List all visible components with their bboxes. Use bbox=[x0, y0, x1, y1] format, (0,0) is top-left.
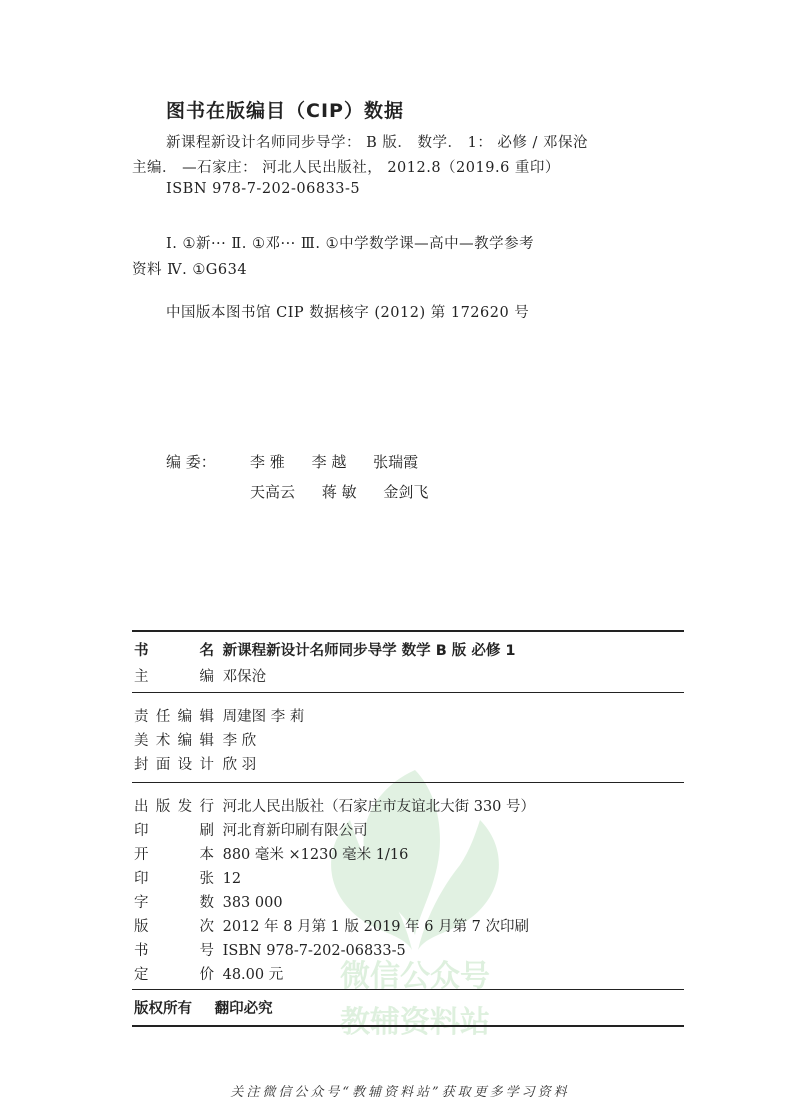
label-publisher: 出版发行 bbox=[134, 799, 214, 815]
no-reprint-notice: 翻印必究 bbox=[214, 1001, 273, 1017]
footer-promo-text: 关注微信公众号“教辅资料站”获取更多学习资料 bbox=[230, 1085, 570, 1100]
value-format: 880 毫米 ×1230 毫米 1/16 bbox=[222, 847, 409, 863]
value-book-name: 新课程新设计名师同步导学 数学 B 版 必修 1 bbox=[222, 643, 516, 659]
divider-3 bbox=[132, 989, 684, 990]
label-word-count: 字 数 bbox=[134, 895, 214, 911]
row-printer bbox=[134, 819, 368, 840]
editorial-board-row-2 bbox=[250, 481, 450, 502]
label-price: 定 价 bbox=[134, 967, 214, 983]
row-sheets bbox=[134, 867, 241, 888]
value-publisher: 河北人民出版社（石家庄市友谊北大街 330 号） bbox=[222, 799, 536, 815]
label-art-editor: 美术编辑 bbox=[134, 733, 214, 749]
value-word-count: 383 000 bbox=[222, 895, 283, 911]
editorial-board-label: 编 委： bbox=[166, 453, 216, 471]
editor-name: 金剑飞 bbox=[383, 483, 429, 501]
cip-record-number: 中国版本图书馆 CIP 数据核字 (2012) 第 172620 号 bbox=[166, 305, 530, 321]
value-printer: 河北育新印刷有限公司 bbox=[222, 823, 368, 839]
cip-classification-2: 资料 Ⅳ. ①G634 bbox=[132, 262, 248, 278]
row-chief-editor bbox=[134, 665, 266, 686]
row-art-editor bbox=[134, 729, 256, 750]
editor-name: 张瑞霞 bbox=[373, 453, 419, 471]
cip-isbn: ISBN 978-7-202-06833-5 bbox=[166, 181, 361, 197]
editor-name: 李 越 bbox=[311, 453, 347, 471]
label-book-name: 书 名 bbox=[134, 643, 214, 659]
label-format: 开 本 bbox=[134, 847, 214, 863]
row-book-name bbox=[134, 639, 516, 660]
label-chief-editor: 主 编 bbox=[134, 669, 214, 685]
editor-name: 天高云 bbox=[250, 483, 296, 501]
cip-classification-1: Ⅰ. ①新··· Ⅱ. ①邓··· Ⅲ. ①中学数学课—高中—教学参考 bbox=[166, 236, 535, 252]
value-responsible-editor: 周建图 李 莉 bbox=[222, 709, 305, 725]
copyright-notice: 版权所有 bbox=[134, 1001, 192, 1017]
editor-name: 蒋 敏 bbox=[321, 483, 357, 501]
watermark-line-1: 微信公众号 bbox=[340, 959, 490, 994]
cip-line-2: 主编． —石家庄： 河北人民出版社， 2012.8（2019.6 重印） bbox=[132, 160, 560, 176]
label-cover-design: 封面设计 bbox=[134, 757, 214, 773]
label-printer: 印 刷 bbox=[134, 823, 214, 839]
value-isbn: ISBN 978-7-202-06833-5 bbox=[222, 943, 406, 959]
row-cover-design bbox=[134, 753, 256, 774]
value-price: 48.00 元 bbox=[222, 967, 284, 983]
watermark-line-2: 教辅资料站 bbox=[340, 1005, 490, 1040]
row-word-count bbox=[134, 891, 283, 912]
label-isbn: 书 号 bbox=[134, 943, 214, 959]
editorial-board-row-1 bbox=[250, 451, 440, 472]
row-isbn bbox=[134, 939, 406, 960]
divider-1 bbox=[132, 692, 684, 693]
label-sheets: 印 张 bbox=[134, 871, 214, 887]
label-responsible-editor: 责任编辑 bbox=[134, 709, 214, 725]
value-sheets: 12 bbox=[222, 871, 242, 887]
label-edition: 版 次 bbox=[134, 919, 214, 935]
divider-2 bbox=[132, 782, 684, 783]
bottom-rule bbox=[132, 1025, 684, 1027]
value-cover-design: 欣 羽 bbox=[222, 757, 257, 773]
row-publisher bbox=[134, 795, 535, 816]
cip-title: 图书在版编目（CIP）数据 bbox=[166, 100, 404, 122]
value-chief-editor: 邓保沧 bbox=[222, 669, 267, 685]
row-price bbox=[134, 963, 283, 984]
row-responsible-editor bbox=[134, 705, 304, 726]
cip-line-1: 新课程新设计名师同步导学： B 版． 数学． 1： 必修 / 邓保沧 bbox=[166, 135, 589, 151]
row-edition bbox=[134, 915, 529, 936]
top-rule bbox=[132, 630, 684, 632]
editor-name: 李 雅 bbox=[250, 453, 285, 471]
value-art-editor: 李 欣 bbox=[222, 733, 257, 749]
value-edition: 2012 年 8 月第 1 版 2019 年 6 月第 7 次印刷 bbox=[222, 919, 530, 935]
row-copyright bbox=[134, 997, 273, 1018]
row-format bbox=[134, 843, 408, 864]
